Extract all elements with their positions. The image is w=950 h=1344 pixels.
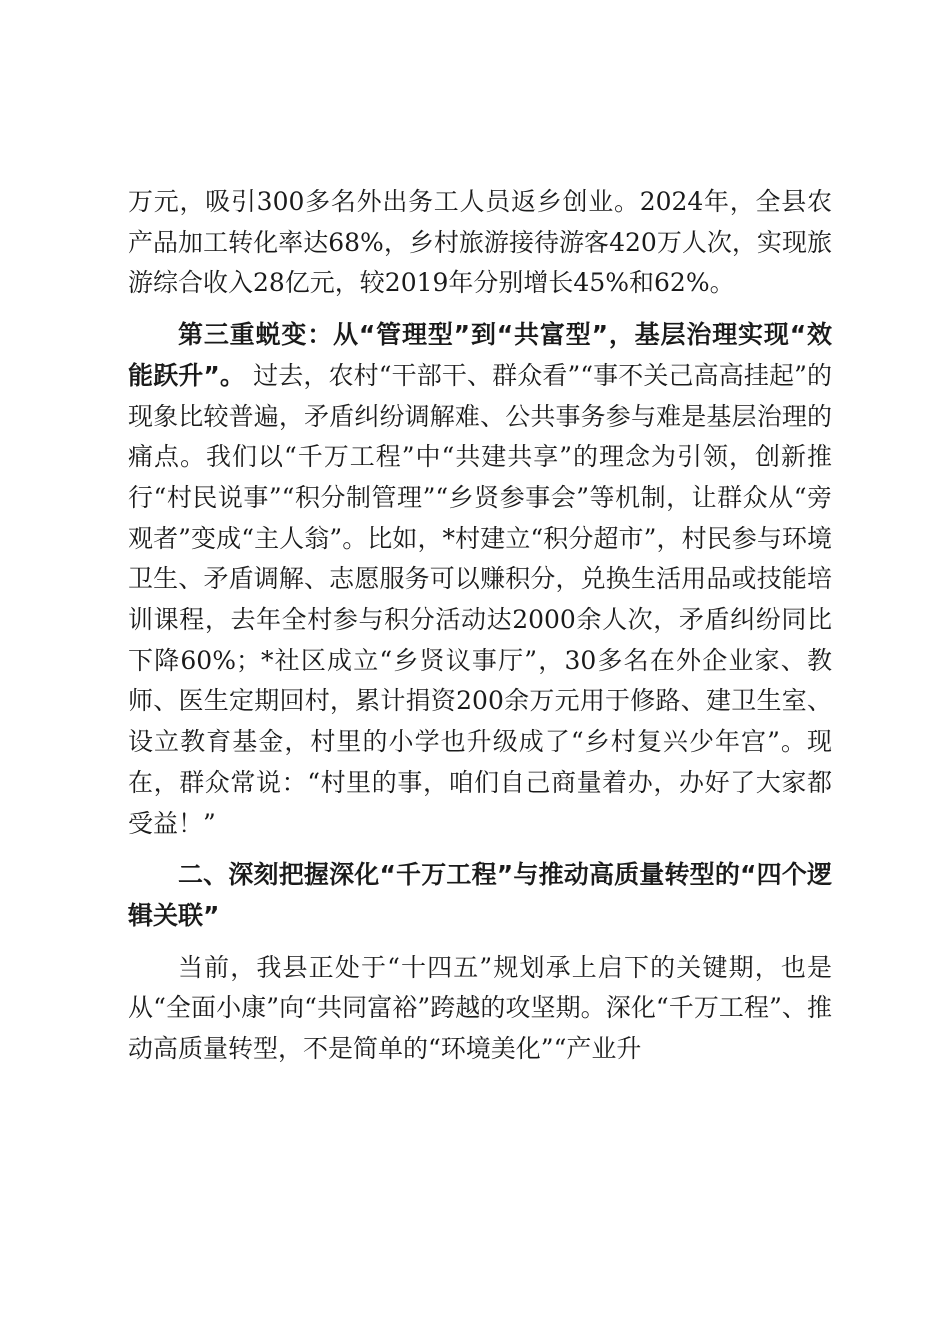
paragraph-body: 过去，农村“干部干、群众看”“事不关己高高挂起”的现象比较普遍，矛盾纠纷调解难、公共事务参与难是基层治理的痛点。我们以“千万工程”中“共建共享”的理念为引领，创新推行“村民说事”“积分制管理”“乡贤参事会”等机制，让群众从“旁观者”变成“主人翁”。比如，*村建立“积分超市”，村民参与环境卫生、矛盾调解、志愿服务可以赚积分，兑换生活用品或技能培训课程，去年全村参与积分活动达2000余人次，矛盾纠纷同比下降60%；*社区成立“乡贤议事厅”，30多名在外企业家、教师、医生定期回村，累计捐资200余万元用于修路、建卫生室、设立教育基金，村里的小学也升级成了“乡村复兴少年宫”。现在，群众常说：“村里的事，咱们自己商量着办，办好了大家都受益！” bbox=[128, 360, 833, 838]
paragraph-governance bbox=[128, 315, 832, 844]
document-body bbox=[128, 182, 832, 1081]
paragraph-bold-lead: 第三重蜕变：从“管理型”到“共富型”，基层治理实现“效能跃升”。 bbox=[128, 320, 832, 390]
section-heading-two: 二、深刻把握深化“千万工程”与推动高质量转型的“四个逻辑关联” bbox=[128, 860, 832, 930]
paragraph-current-stage: 当前，我县正处于“十四五”规划承上启下的关键期，也是从“全面小康”向“共同富裕”跨越的攻坚期。深化“千万工程”、推动高质量转型，不是简单的“环境美化”“产业升 bbox=[128, 952, 832, 1064]
paragraph-revenue-stats: 万元，吸引300多名外出务工人员返乡创业。2024年，全县农产品加工转化率达68%，乡村旅游接待游客420万人次，实现旅游综合收入28亿元，较2019年分别增长45%和62%。 bbox=[128, 187, 832, 298]
